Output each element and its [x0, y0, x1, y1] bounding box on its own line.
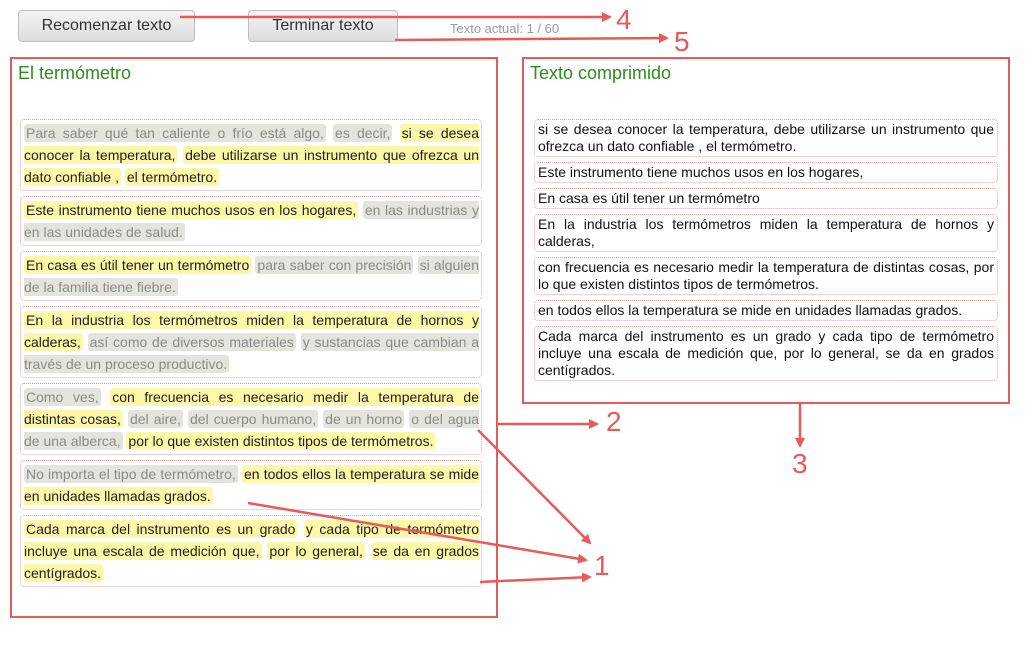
kept-phrase[interactable]: debe utilizarse un instrumento que ofrezca un dato confiable , [24, 147, 480, 185]
original-paragraph [20, 515, 482, 587]
kept-phrase[interactable]: se da en grados centígrados. [24, 543, 480, 581]
compressed-paragraph-list [534, 119, 998, 386]
kept-phrase[interactable]: Cada marca del instrumento es un grado [26, 521, 296, 537]
original-paragraph [20, 251, 482, 301]
kept-phrase[interactable]: por lo general, [269, 543, 363, 559]
original-paragraph [20, 119, 482, 191]
annotation-label-2: 2 [606, 406, 622, 437]
annotation-label-1: 1 [594, 550, 610, 581]
removed-phrase[interactable]: No importa el tipo de termómetro, [26, 466, 236, 482]
kept-phrase[interactable]: si se desea conocer la temperatura, [24, 125, 480, 163]
removed-phrase[interactable]: en las industrias y en las unidades de salud. [24, 202, 480, 240]
original-paragraph [20, 460, 482, 510]
compressed-paragraph: En la industria los termómetros miden la temperatura de hornos y calderas, [534, 214, 998, 252]
compressed-paragraph: si se desea conocer la temperatura, debe utilizarse un instrumento que ofrezca un dato confiable , el termómetro. [534, 119, 998, 157]
kept-phrase[interactable]: En casa es útil tener un termómetro [26, 257, 250, 273]
original-text-panel [10, 57, 498, 618]
original-paragraph [20, 196, 482, 246]
compressed-paragraph: en todos ellos la temperatura se mide en unidades llamadas grados. [534, 300, 998, 321]
removed-phrase[interactable]: de un horno [325, 411, 403, 427]
removed-phrase[interactable]: si alguien de la familia tiene fiebre. [24, 257, 480, 295]
removed-phrase[interactable]: o del agua de una alberca, [24, 411, 480, 449]
removed-phrase[interactable]: Como ves, [26, 389, 99, 405]
compressed-paragraph: con frecuencia es necesario medir la temperatura de distintas cosas, por lo que existen distintos tipos de termómetros. [534, 257, 998, 295]
kept-phrase[interactable]: el termómetro. [126, 169, 218, 185]
original-paragraph [20, 306, 482, 378]
compressed-paragraph: Este instrumento tiene muchos usos en los hogares, [534, 162, 998, 183]
kept-phrase[interactable]: En la industria los termómetros miden la temperatura de hornos y calderas, [24, 312, 479, 350]
compressed-paragraph: En casa es útil tener un termómetro [534, 188, 998, 209]
removed-phrase[interactable]: para saber con precisión [257, 257, 412, 273]
kept-phrase[interactable]: con frecuencia es necesario medir la temperatura de distintas cosas, [24, 389, 480, 427]
arrow-5 [395, 38, 667, 40]
annotation-label-3: 3 [792, 448, 808, 479]
removed-phrase[interactable]: Para saber qué tan caliente o frío está algo, [26, 125, 324, 141]
compressed-paragraph: Cada marca del instrumento es un grado y cada tipo de termómetro incluye una escala de medición que, por lo general, se da en grados centígrados. [534, 326, 998, 381]
kept-phrase[interactable]: Este instrumento tiene muchos usos en los hogares, [26, 202, 357, 218]
removed-phrase[interactable]: es decir, [335, 125, 391, 141]
kept-phrase[interactable]: por lo que existen distintos tipos de termómetros. [128, 433, 434, 449]
text-counter: Texto actual: 1 / 60 [450, 21, 560, 36]
restart-text-button[interactable]: Recomenzar texto [18, 10, 195, 42]
finish-text-button[interactable]: Terminar texto [248, 10, 398, 42]
kept-phrase[interactable]: en todos ellos la temperatura se mide en unidades llamadas grados. [24, 466, 480, 504]
removed-phrase[interactable]: del aire, [129, 411, 181, 427]
annotation-label-5: 5 [674, 26, 690, 57]
original-text-title: El termómetro [18, 63, 132, 83]
kept-phrase[interactable]: y cada tipo de termómetro incluye una escala de medición que, [24, 521, 480, 559]
removed-phrase[interactable]: así como de diversos materiales [89, 334, 294, 350]
removed-phrase[interactable]: y sustancias que cambian a través de un proceso productivo. [24, 334, 480, 372]
annotation-label-4: 4 [616, 4, 632, 35]
original-paragraph-list [20, 119, 482, 592]
compressed-text-panel [522, 57, 1010, 404]
original-paragraph [20, 383, 482, 455]
removed-phrase[interactable]: del cuerpo humano, [190, 411, 317, 427]
compressed-text-title: Texto comprimido [530, 63, 672, 83]
